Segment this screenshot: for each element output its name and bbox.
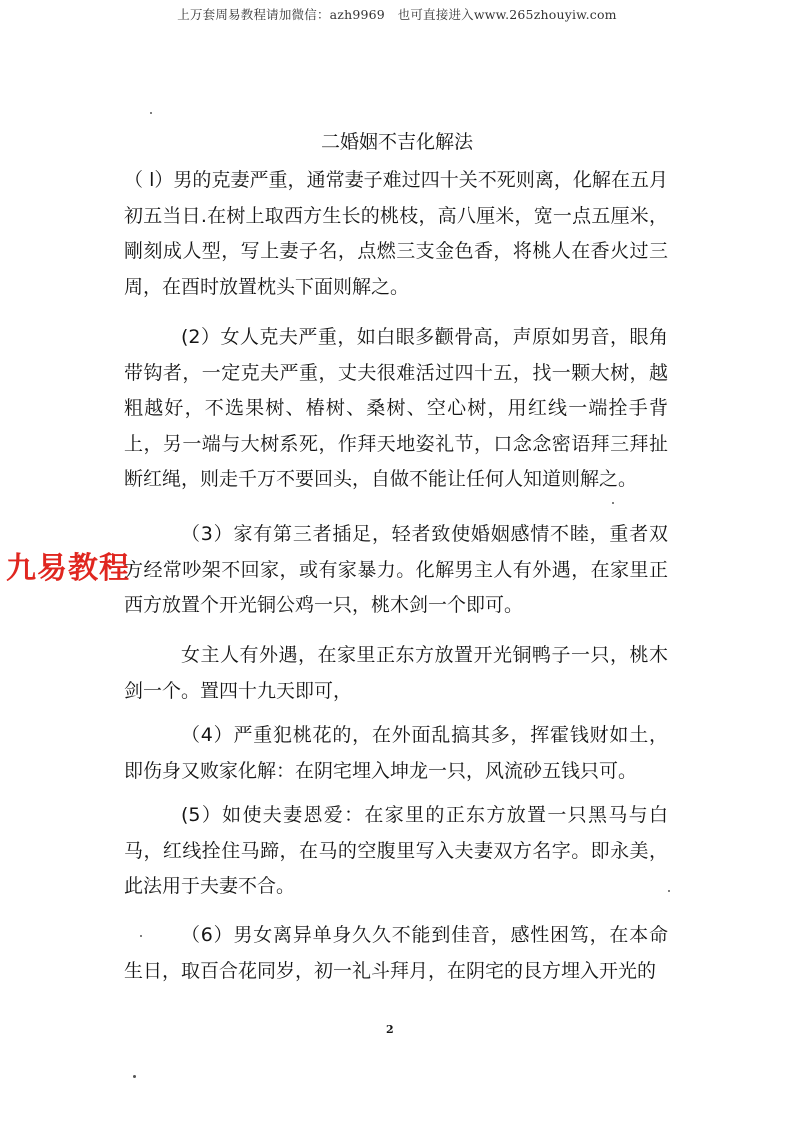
paragraph-6: (5）如使夫妻恩爱：在家里的正东方放置一只黑马与白马，红线拴住马蹄，在马的空腹里写入夫妻双方名字。即永美，此法用于夫妻不合。 xyxy=(124,804,668,897)
paragraph-2: (2）女人克夫严重，如白眼多颧骨高，声原如男音，眼角带钩者，一定克夫严重，丈夫很难活过四十五，找一颗大树，越粗越好，不选果树、椿树、桑树、空心树，用红线一端拴手背上，另一端与大树系死，作拜天地姿礼节，口念念密语拜三拜扯断红绳，则走千万不要回头，自做不能让任何人知道则解之。 xyxy=(124,326,668,490)
page-header-ad: 上万套周易教程请加微信：azh9969 也可直接进入www.265zhouyiw.com xyxy=(177,7,617,22)
page-number: 2 xyxy=(386,1023,394,1036)
paragraph-1: （ l）男的克妻严重，通常妻子难过四十关不死则离，化解在五月初五当日.在树上取西方生长的桃枝，高八厘米，宽一点五厘米，剛刻成人型，写上妻子名，点燃三支金色香，将桃人在香火过三周，在酉时放置枕头下面则解之。 xyxy=(124,169,668,298)
section-title: 二婚姻不吉化解法 xyxy=(320,131,473,153)
scan-speck xyxy=(150,112,152,114)
scan-speck xyxy=(668,890,670,892)
paragraph-7: （6）男女离异单身久久不能到佳音，感性困笃，在本命生日，取百合花同岁，初一礼斗拜月，在阴宅的艮方埋入开光的 xyxy=(124,924,668,982)
paragraph-5: （4）严重犯桃花的，在外面乱搞其多，挥霍钱财如土，即伤身又败家化解：在阴宅埋入坤龙一只，风流砂五钱只可。 xyxy=(124,724,668,782)
paragraph-4: 女主人有外遇，在家里正东方放置开光铜鸭子一只，桃木剑一个。置四十九天即可， xyxy=(124,644,668,702)
scan-speck xyxy=(140,935,142,937)
watermark-logo: 九易教程 xyxy=(6,551,130,586)
scan-speck xyxy=(133,1075,136,1078)
scan-speck xyxy=(612,502,614,504)
paragraph-3: （3）家有第三者插足，轻者致使婚姻感情不睦，重者双方经常吵架不回家，或有家暴力。化解男主人有外遇，在家里正西方放置个开光铜公鸡一只，桃木剑一个即可。 xyxy=(124,523,668,616)
